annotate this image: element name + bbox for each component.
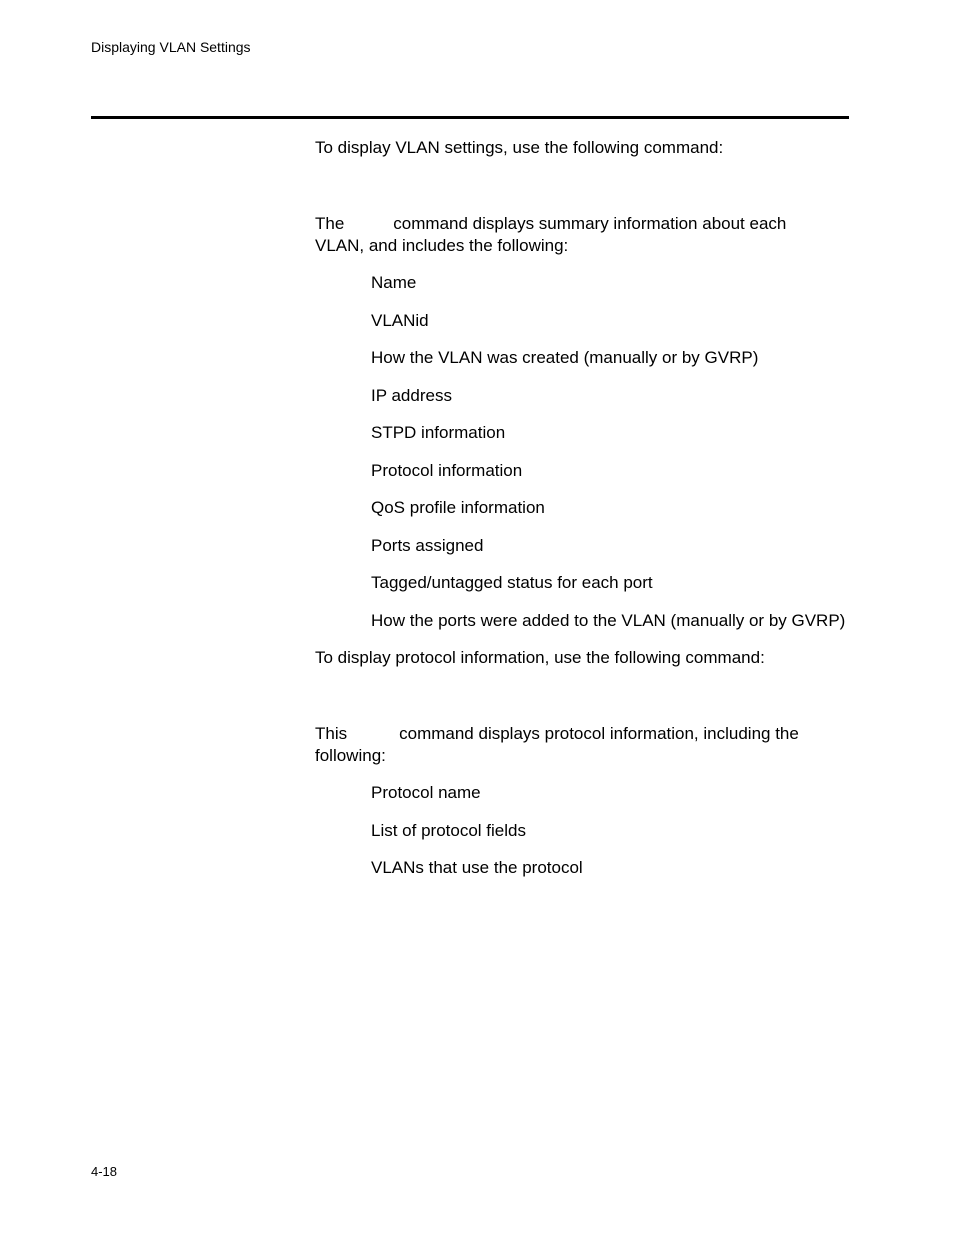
- list-item: IP address: [371, 385, 452, 405]
- list-item: VLANid: [371, 310, 429, 330]
- protocol-info-list: [371, 782, 583, 895]
- vlan-description-start: The: [315, 214, 345, 233]
- protocol-description-start: This: [315, 724, 348, 743]
- list-item: List of protocol fields: [371, 820, 526, 840]
- list-item: Protocol name: [371, 783, 481, 802]
- list-item: QoS profile information: [371, 498, 545, 517]
- vlan-info-list: [371, 272, 845, 647]
- list-item: How the VLAN was created (manually or by GVRP): [371, 348, 759, 367]
- list-item: STPD information: [371, 423, 506, 442]
- protocol-description-line2: following:: [315, 746, 386, 765]
- vlan-description-rest: command displays summary information about each: [393, 214, 787, 233]
- intro-protocol-paragraph: To display protocol information, use the following command:: [315, 648, 765, 667]
- list-item: Protocol information: [371, 460, 523, 480]
- list-item: Tagged/untagged status for each port: [371, 573, 653, 592]
- protocol-description-paragraph: [315, 723, 860, 767]
- list-item: VLANs that use the protocol: [371, 858, 583, 877]
- protocol-description-rest: command displays protocol information, including the: [399, 724, 799, 743]
- vlan-description-paragraph: [315, 213, 860, 257]
- vlan-description-line2: VLAN, and includes the following:: [315, 236, 569, 255]
- list-item: How the ports were added to the VLAN (manually or by GVRP): [371, 610, 846, 630]
- list-item: Ports assigned: [371, 535, 484, 555]
- running-header: Displaying VLAN Settings: [91, 39, 251, 55]
- intro-vlan-paragraph: To display VLAN settings, use the following command:: [315, 138, 724, 157]
- page-number: 4-18: [91, 1164, 118, 1179]
- list-item: Name: [371, 273, 417, 292]
- section-rule: [91, 116, 849, 119]
